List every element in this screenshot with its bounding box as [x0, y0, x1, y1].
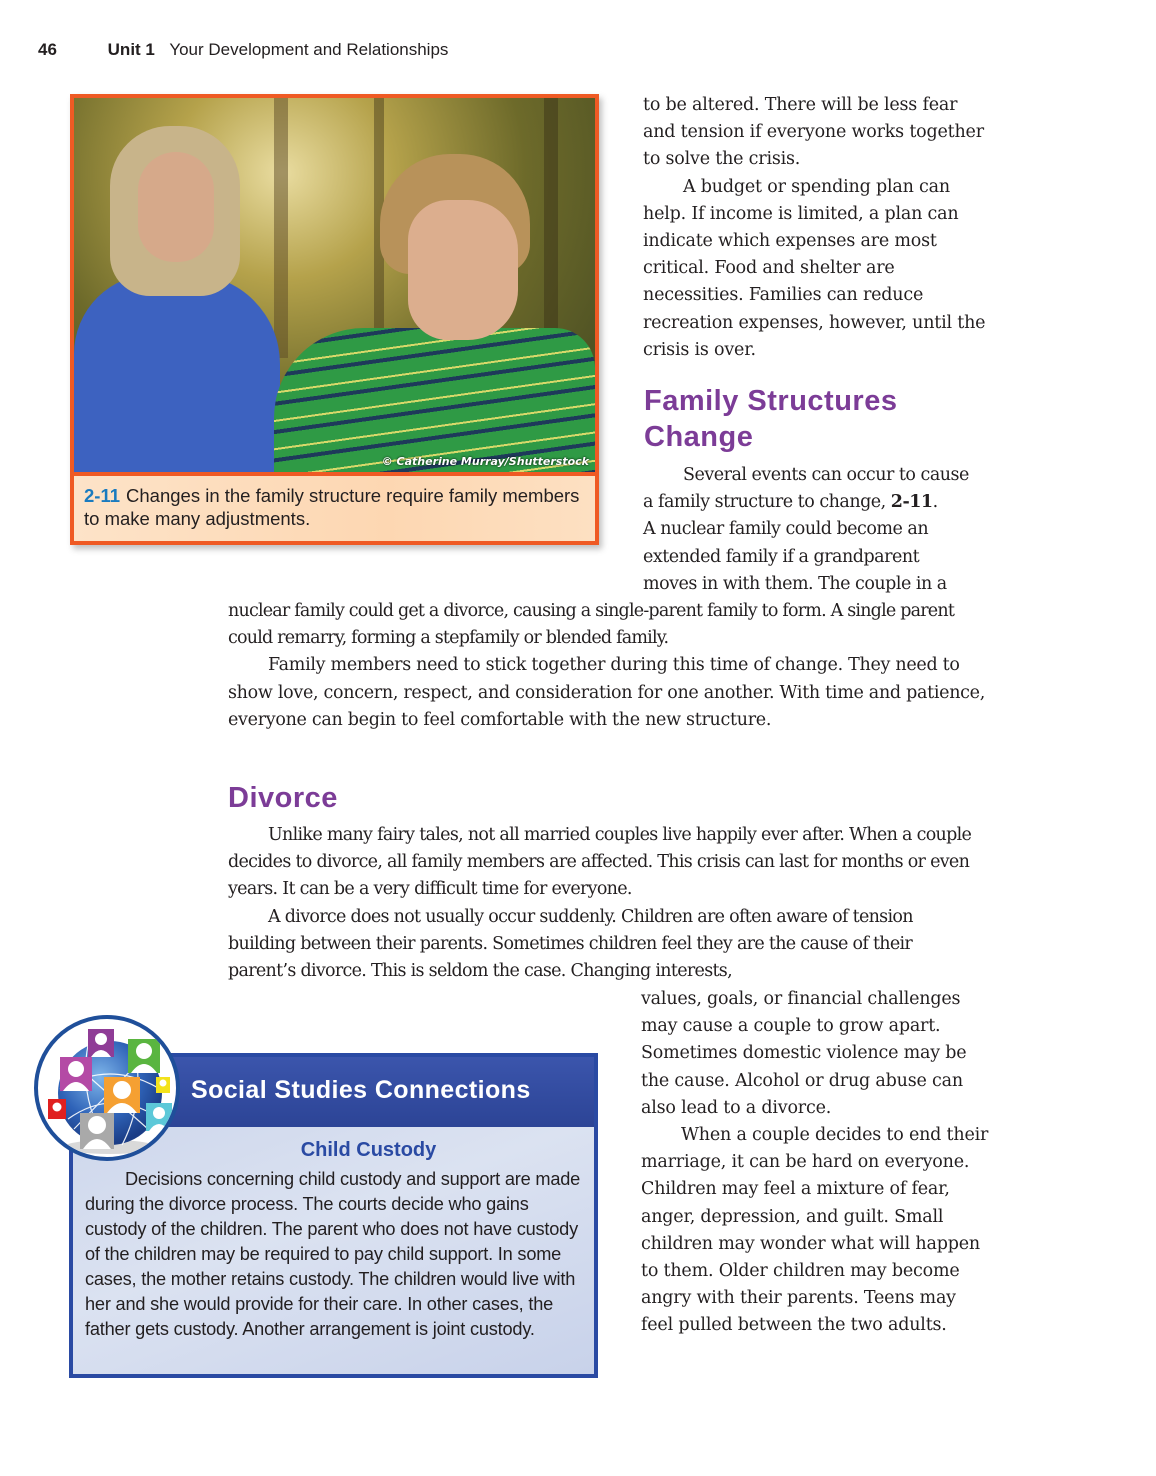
unit-label: Unit 1: [107, 40, 155, 59]
heading-divorce: Divorce: [228, 782, 338, 814]
paragraph: nuclear family could get a divorce, causing a single-parent family to form. A single parent could remarry, forming a stepfamily or blended family.: [228, 601, 955, 649]
unit-title: Your Development and Relationships: [169, 40, 449, 59]
paragraph: Family members need to stick together during this time of change. They need to show love, concern, respect, and consideration for one another. With time and patience, everyone can begin to feel comfortable with the new structure.: [228, 655, 985, 730]
photo-credit: © Catherine Murray/Shutterstock: [381, 455, 589, 468]
paragraph: values, goals, or financial challenges may cause a couple to grow apart. Sometimes domestic violence may be the cause. Alcohol or drug abuse can also lead to a divorce.: [641, 989, 967, 1118]
paragraph: When a couple decides to end their marriage, it can be hard on everyone. Children may feel a mixture of fear, anger, depression, and guilt. Small children may wonder what will happen to them. Older children may become angry with their parents. Teens may feel pulled between the two adults.: [641, 1125, 989, 1336]
running-header: [38, 40, 448, 60]
divorce-body-right: [641, 986, 991, 1340]
feature-subtitle: Child Custody: [300, 1139, 437, 1161]
feature-title: Social Studies Connections: [191, 1076, 531, 1104]
woman-figure: [74, 274, 280, 472]
figure-photo: [74, 98, 595, 472]
figure-caption: [74, 472, 595, 541]
paragraph: Unlike many fairy tales, not all married couples live happily ever after. When a couple decides to divorce, all family members are affected. This crisis can last for months or even years. It can be a very difficult time for everyone.: [228, 825, 972, 900]
right-column-text-top: [643, 92, 988, 364]
family-structures-intro: Several events can occur to cause a family structure to change, 2-11. A nuclear family could become an extended family if a grandparent moves in with them. The couple in a: [643, 465, 969, 594]
figure-caption-text: Changes in the family structure require family members to make many adjustments.: [84, 485, 580, 529]
figure-reference: 2-11: [890, 492, 933, 513]
feature-body: Decisions concerning child custody and support are made during the divorce process. The courts decide who gains custody of the children. The parent who does not have custody of the children may be required to pay child support. In some cases, the mother retains custody. The children would live with her and she would provide for their care. In other cases, the father gets custody. Another arrangement is joint custody.: [85, 1169, 581, 1339]
boy-figure: [274, 328, 595, 472]
paragraph: to be altered. There will be less fear and tension if everyone works together to solve the crisis.: [643, 95, 984, 170]
paragraph: A divorce does not usually occur suddenly. Children are often aware of tension building between their parents. Sometimes children feel they are the cause of their parent’s divorce. This is seldom the case. Changing interests,: [228, 906, 913, 982]
page-number: 46: [38, 40, 57, 59]
figure-number: 2-11: [84, 485, 121, 506]
paragraph: A budget or spending plan can help. If income is limited, a plan can indicate which expenses are most critical. Food and shelter are necessities. Families can reduce recreation expenses, however, until the crisis is over.: [643, 176, 986, 360]
heading-family-structures-change: Family Structures Change: [644, 385, 898, 453]
family-structures-body: [228, 598, 992, 734]
divorce-body: [228, 822, 992, 985]
globe-people-network-icon: [34, 1015, 180, 1161]
figure-2-11: [70, 94, 599, 545]
